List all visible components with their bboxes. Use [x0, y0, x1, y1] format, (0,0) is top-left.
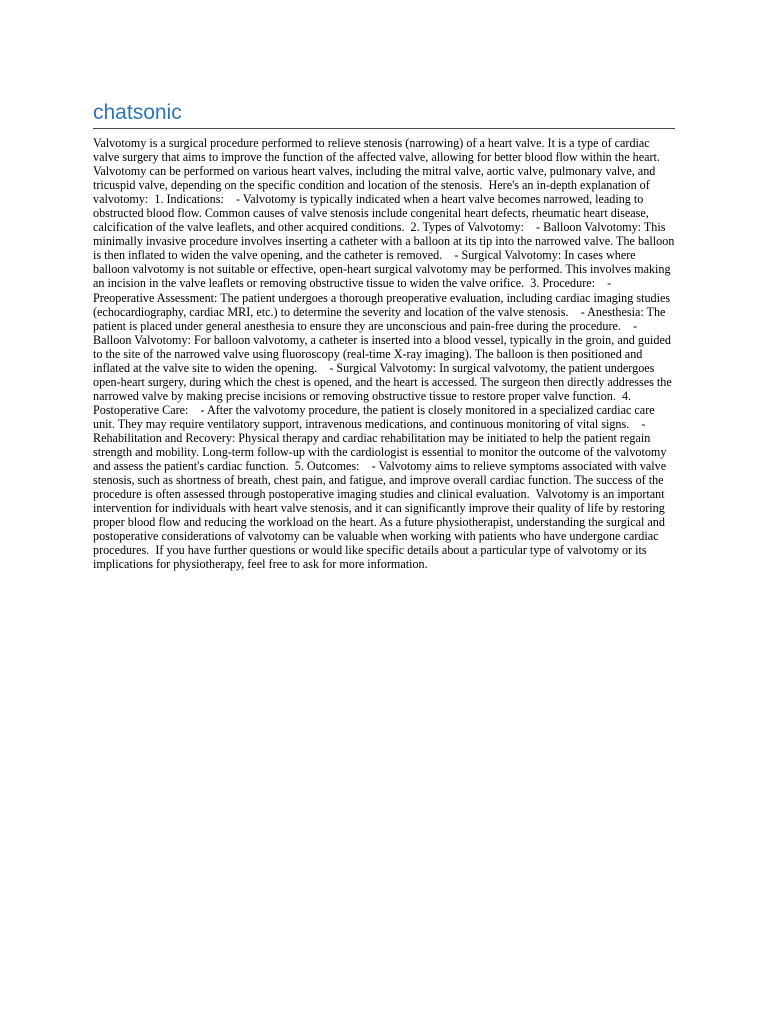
document-title: chatsonic — [93, 100, 675, 129]
document-body: Valvotomy is a surgical procedure performed to relieve stenosis (narrowing) of a heart valve. It is a type of cardiac valve surgery that aims to improve the function of the affected valve, allowing for better blood flow within the heart. Valvotomy can be performed on various heart valves, including the mitral valve, aortic valve, pulmonary valve, and tricuspid valve, depending on the specific condition and location of the stenosis. Here's an in-depth explanation of valvotomy: 1. Indications: - Valvotomy is typically indicated when a heart valve becomes narrowed, leading to obstructed blood flow. Common causes of valve stenosis include congenital heart defects, rheumatic heart disease, calcification of the valve leaflets, and other acquired conditions. 2. Types of Valvotomy: - Balloon Valvotomy: This minimally invasive procedure involves inserting a catheter with a balloon at its tip into the narrowed valve. The balloon is then inflated to widen the valve opening, and the catheter is removed. - Surgical Valvotomy: In cases where balloon valvotomy is not suitable or effective, open-heart surgical valvotomy may be performed. This involves making an incision in the valve leaflets or removing obstructive tissue to widen the valve orifice. 3. Procedure: - Preoperative Assessment: The patient undergoes a thorough preoperative evaluation, including cardiac imaging studies (echocardiography, cardiac MRI, etc.) to determine the severity and location of the valve stenosis. - Anesthesia: The patient is placed under general anesthesia to ensure they are unconscious and pain-free during the procedure. - Balloon Valvotomy: For balloon valvotomy, a catheter is inserted into a blood vessel, typically in the groin, and guided to the site of the narrowed valve using fluoroscopy (real-time X-ray imaging). The balloon is then positioned and inflated at the valve site to widen the opening. - Surgical Valvotomy: In surgical valvotomy, the patient undergoes open-heart surgery, during which the chest is opened, and the heart is accessed. The surgeon then directly addresses the narrowed valve by making precise incisions or removing obstructive tissue to restore proper valve function. 4. Postoperative Care: - After the valvotomy procedure, the patient is closely monitored in a specialized cardiac care unit. They may require ventilatory support, intravenous medications, and continuous monitoring of vital signs. - Rehabilitation and Recovery: Physical therapy and cardiac rehabilitation may be initiated to help the patient regain strength and mobility. Long-term follow-up with the cardiologist is essential to monitor the outcome of the valvotomy and assess the patient's cardiac function. 5. Outcomes: - Valvotomy aims to relieve symptoms associated with valve stenosis, such as shortness of breath, chest pain, and fatigue, and improve overall cardiac function. The success of the procedure is often assessed through postoperative imaging studies and clinical evaluation. Valvotomy is an important intervention for individuals with heart valve stenosis, and it can significantly improve their quality of life by restoring proper blood flow and reducing the workload on the heart. As a future physiotherapist, understanding the surgical and postoperative considerations of valvotomy can be valuable when working with patients who have undergone cardiac procedures. If you have further questions or would like specific details about a particular type of valvotomy or its implications for physiotherapy, feel free to ask for more information. — [93, 136, 678, 572]
document-page — [93, 100, 678, 572]
